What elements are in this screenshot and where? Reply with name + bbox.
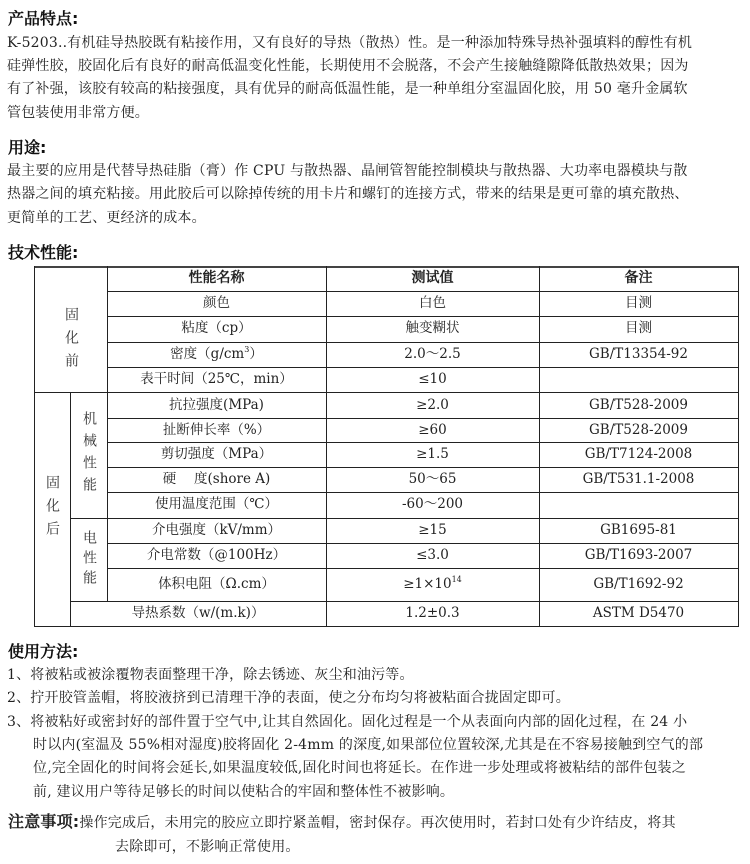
header-remark: 备注 xyxy=(624,270,653,286)
row-note: GB/T531.1-2008 xyxy=(582,471,695,487)
tech-spec-table xyxy=(34,266,738,627)
row-name: 介电强度（kV/mm） xyxy=(151,522,282,538)
row-note: GB/T528-2009 xyxy=(589,397,688,413)
table-rule xyxy=(107,568,738,569)
row-name: 硬 度(shore A) xyxy=(162,471,271,487)
row-value: ≥1.5 xyxy=(416,446,449,462)
row-name: 体积电阻（Ω.cm） xyxy=(158,576,275,592)
row-name: 介电常数（@100Hz） xyxy=(146,547,287,563)
row-name: 粘度（cp） xyxy=(181,320,252,336)
table-border-right xyxy=(738,266,739,627)
row-name: 表干时间（25℃，min） xyxy=(140,371,293,387)
method-heading: 使用方法: xyxy=(8,642,79,661)
row-name: 剪切强度（MPa） xyxy=(160,446,273,462)
superscript: 3 xyxy=(244,345,250,354)
row-note: GB/T528-2009 xyxy=(589,422,688,438)
method-step-2: 2、拧开胶管盖帽，将胶液挤到已清理干净的表面，使之分布均匀将被粘面合拢固定即可。 xyxy=(7,690,570,706)
row-note: GB/T7124-2008 xyxy=(584,446,693,462)
method-step-3-cont: 位,完全固化的时间将会延长,如果温度较低,固化时间也将延长。在作进一步处理或将被粘结的部件包装之 xyxy=(33,760,686,776)
usage-line: 热器之间的填充粘接。用此胶后可以除掉传统的用卡片和螺钉的连接方式，带来的结果是更可靠的填充散热、 xyxy=(7,186,689,202)
row-value: ≤3.0 xyxy=(416,547,449,563)
row-note: 目测 xyxy=(625,295,652,311)
row-value: 白色 xyxy=(419,295,446,311)
row-name-text: ） xyxy=(249,346,263,362)
notice xyxy=(8,812,676,833)
row-name: 抗拉强度(MPa) xyxy=(169,397,264,413)
row-value: 1.2±0.3 xyxy=(405,605,460,621)
notice-label: 注意事项: xyxy=(8,812,80,831)
row-value: ≥60 xyxy=(418,422,447,438)
row-note: GB/T13354-92 xyxy=(589,346,688,362)
header-property-name: 性能名称 xyxy=(188,270,245,286)
row-value: 50～65 xyxy=(408,471,457,487)
table-border-bottom xyxy=(34,626,739,627)
row-name xyxy=(107,342,326,367)
features-heading: 产品特点: xyxy=(8,9,79,28)
row-note: GB/T1693-2007 xyxy=(584,547,693,563)
row-name: 颜色 xyxy=(203,295,230,311)
row-value xyxy=(326,572,539,597)
features-line: 硅弹性胶，胶固化后有良好的耐高低温变化性能，长期使用不会脱落，不会产生接触缝隙降低散热效果；因为 xyxy=(7,58,689,74)
usage-line: 最主要的应用是代替导热硅脂（膏）作 CPU 与散热器、晶闸管智能控制模块与散热器、大功率电器模块与散 xyxy=(7,163,688,179)
notice-text: 操作完成后，未用完的胶应立即拧紧盖帽，密封保存。再次使用时，若封口处有少许结皮，将其 xyxy=(79,815,676,831)
subgroup-electrical: 电性能 xyxy=(81,529,97,590)
group-after-cure: 固化后 xyxy=(44,475,60,544)
notice-text-cont: 去除即可，不影响正常使用。 xyxy=(115,839,300,855)
row-value: ≥2.0 xyxy=(416,397,449,413)
row-name: 扯断伸长率（%） xyxy=(162,422,271,438)
row-value-text: ≥1×10 xyxy=(403,576,452,592)
row-value: 2.0～2.5 xyxy=(404,346,461,362)
row-note: GB1695-81 xyxy=(600,522,677,538)
method-step-3-cont: 前, 建议用户等待足够长的时间以使粘合的牢固和整体性不被影响。 xyxy=(33,784,455,800)
features-line: K-5203..有机硅导热胶既有粘接作用，又有良好的导热（散热）性。是一种添加特殊导热补强填料的醇性有机 xyxy=(7,35,693,51)
tech-heading: 技术性能: xyxy=(8,243,79,262)
row-note: ASTM D5470 xyxy=(592,605,685,621)
row-note: 目测 xyxy=(625,320,652,336)
method-step-1: 1、将被粘或被涂覆物表面整理干净，除去锈迹、灰尘和油污等。 xyxy=(7,667,414,683)
header-test-value: 测试值 xyxy=(411,270,454,286)
method-step-3-cont: 时以内(室温及 55%相对湿度)胶将固化 2-4mm 的深度,如果部位位置较深,尤其是在不容易接触到空气的部 xyxy=(33,737,704,753)
row-name: 导热系数（w/(m.k)） xyxy=(131,605,265,621)
method-step-3: 3、将被粘好或密封好的部件置于空气中,让其自然固化。固化过程是一个从表面向内部的固化过程，在 24 小 xyxy=(7,714,688,730)
row-name: 使用温度范围（℃） xyxy=(154,496,279,512)
features-line: 管包装使用非常方便。 xyxy=(7,105,149,121)
row-note: GB/T1692-92 xyxy=(593,576,684,592)
usage-line: 更简单的工艺、更经济的成本。 xyxy=(7,210,206,226)
subgroup-mechanical: 机械性能 xyxy=(81,411,97,499)
row-value: ≥15 xyxy=(418,522,447,538)
superscript: 14 xyxy=(451,575,462,584)
row-name-text: 密度（g/cm xyxy=(170,346,245,362)
row-value: 触变糊状 xyxy=(405,320,460,336)
usage-heading: 用途: xyxy=(8,138,47,157)
row-value: ≤10 xyxy=(418,371,447,387)
features-line: 有了补强，该胶有较高的粘接强度，具有优异的耐高低温性能，是一种单组分室温固化胶，用 50 毫升金属软 xyxy=(7,81,688,97)
row-value: -60～200 xyxy=(401,496,463,512)
group-before-cure: 固化前 xyxy=(63,307,79,376)
